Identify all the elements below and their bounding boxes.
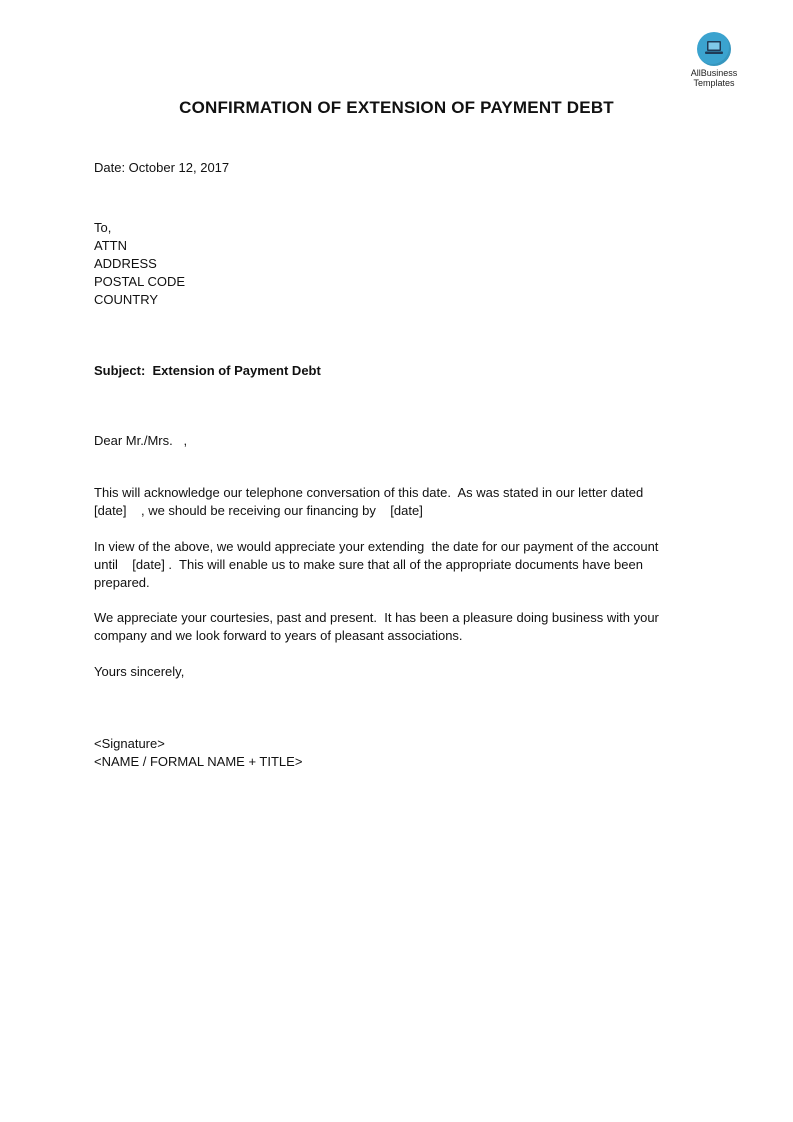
paragraph-2-line-1: In view of the above, we would appreciate your extending the date for our payment of the account (94, 539, 659, 554)
recipient-to: To, (94, 220, 112, 235)
paragraph-3-line-2: company and we look forward to years of pleasant associations. (94, 628, 463, 643)
salutation: Dear Mr./Mrs. , (94, 433, 188, 448)
document-title: CONFIRMATION OF EXTENSION OF PAYMENT DEBT (179, 98, 614, 117)
paragraph-1-line-1: This will acknowledge our telephone conversation of this date. As was stated in our letter dated (94, 485, 644, 500)
recipient-postal-code: POSTAL CODE (94, 274, 186, 289)
paragraph-2 (94, 538, 694, 592)
recipient-country: COUNTRY (94, 292, 159, 307)
brand-logo (680, 32, 748, 88)
brand-name (680, 68, 748, 88)
signer-name: <NAME / FORMAL NAME + TITLE> (94, 754, 303, 769)
brand-line-1: AllBusiness (690, 68, 738, 78)
paragraph-2-line-2: until [date] . This will enable us to make sure that all of the appropriate documents have been (94, 557, 643, 572)
date-line: Date: October 12, 2017 (94, 160, 230, 175)
closing: Yours sincerely, (94, 664, 185, 679)
subject-line: Subject: Extension of Payment Debt (94, 363, 321, 378)
recipient-attn: ATTN (94, 238, 127, 253)
paragraph-3 (94, 609, 694, 645)
paragraph-3-line-1: We appreciate your courtesies, past and present. It has been a pleasure doing business with your (94, 610, 659, 625)
recipient-address: ADDRESS (94, 256, 157, 271)
paragraph-2-line-3: prepared. (94, 575, 150, 590)
paragraph-1 (94, 484, 694, 520)
brand-line-2: Templates (693, 78, 735, 88)
signature-placeholder: <Signature> (94, 736, 165, 751)
paragraph-1-line-2: [date] , we should be receiving our financing by [date] (94, 503, 423, 518)
laptop-icon (697, 32, 731, 66)
